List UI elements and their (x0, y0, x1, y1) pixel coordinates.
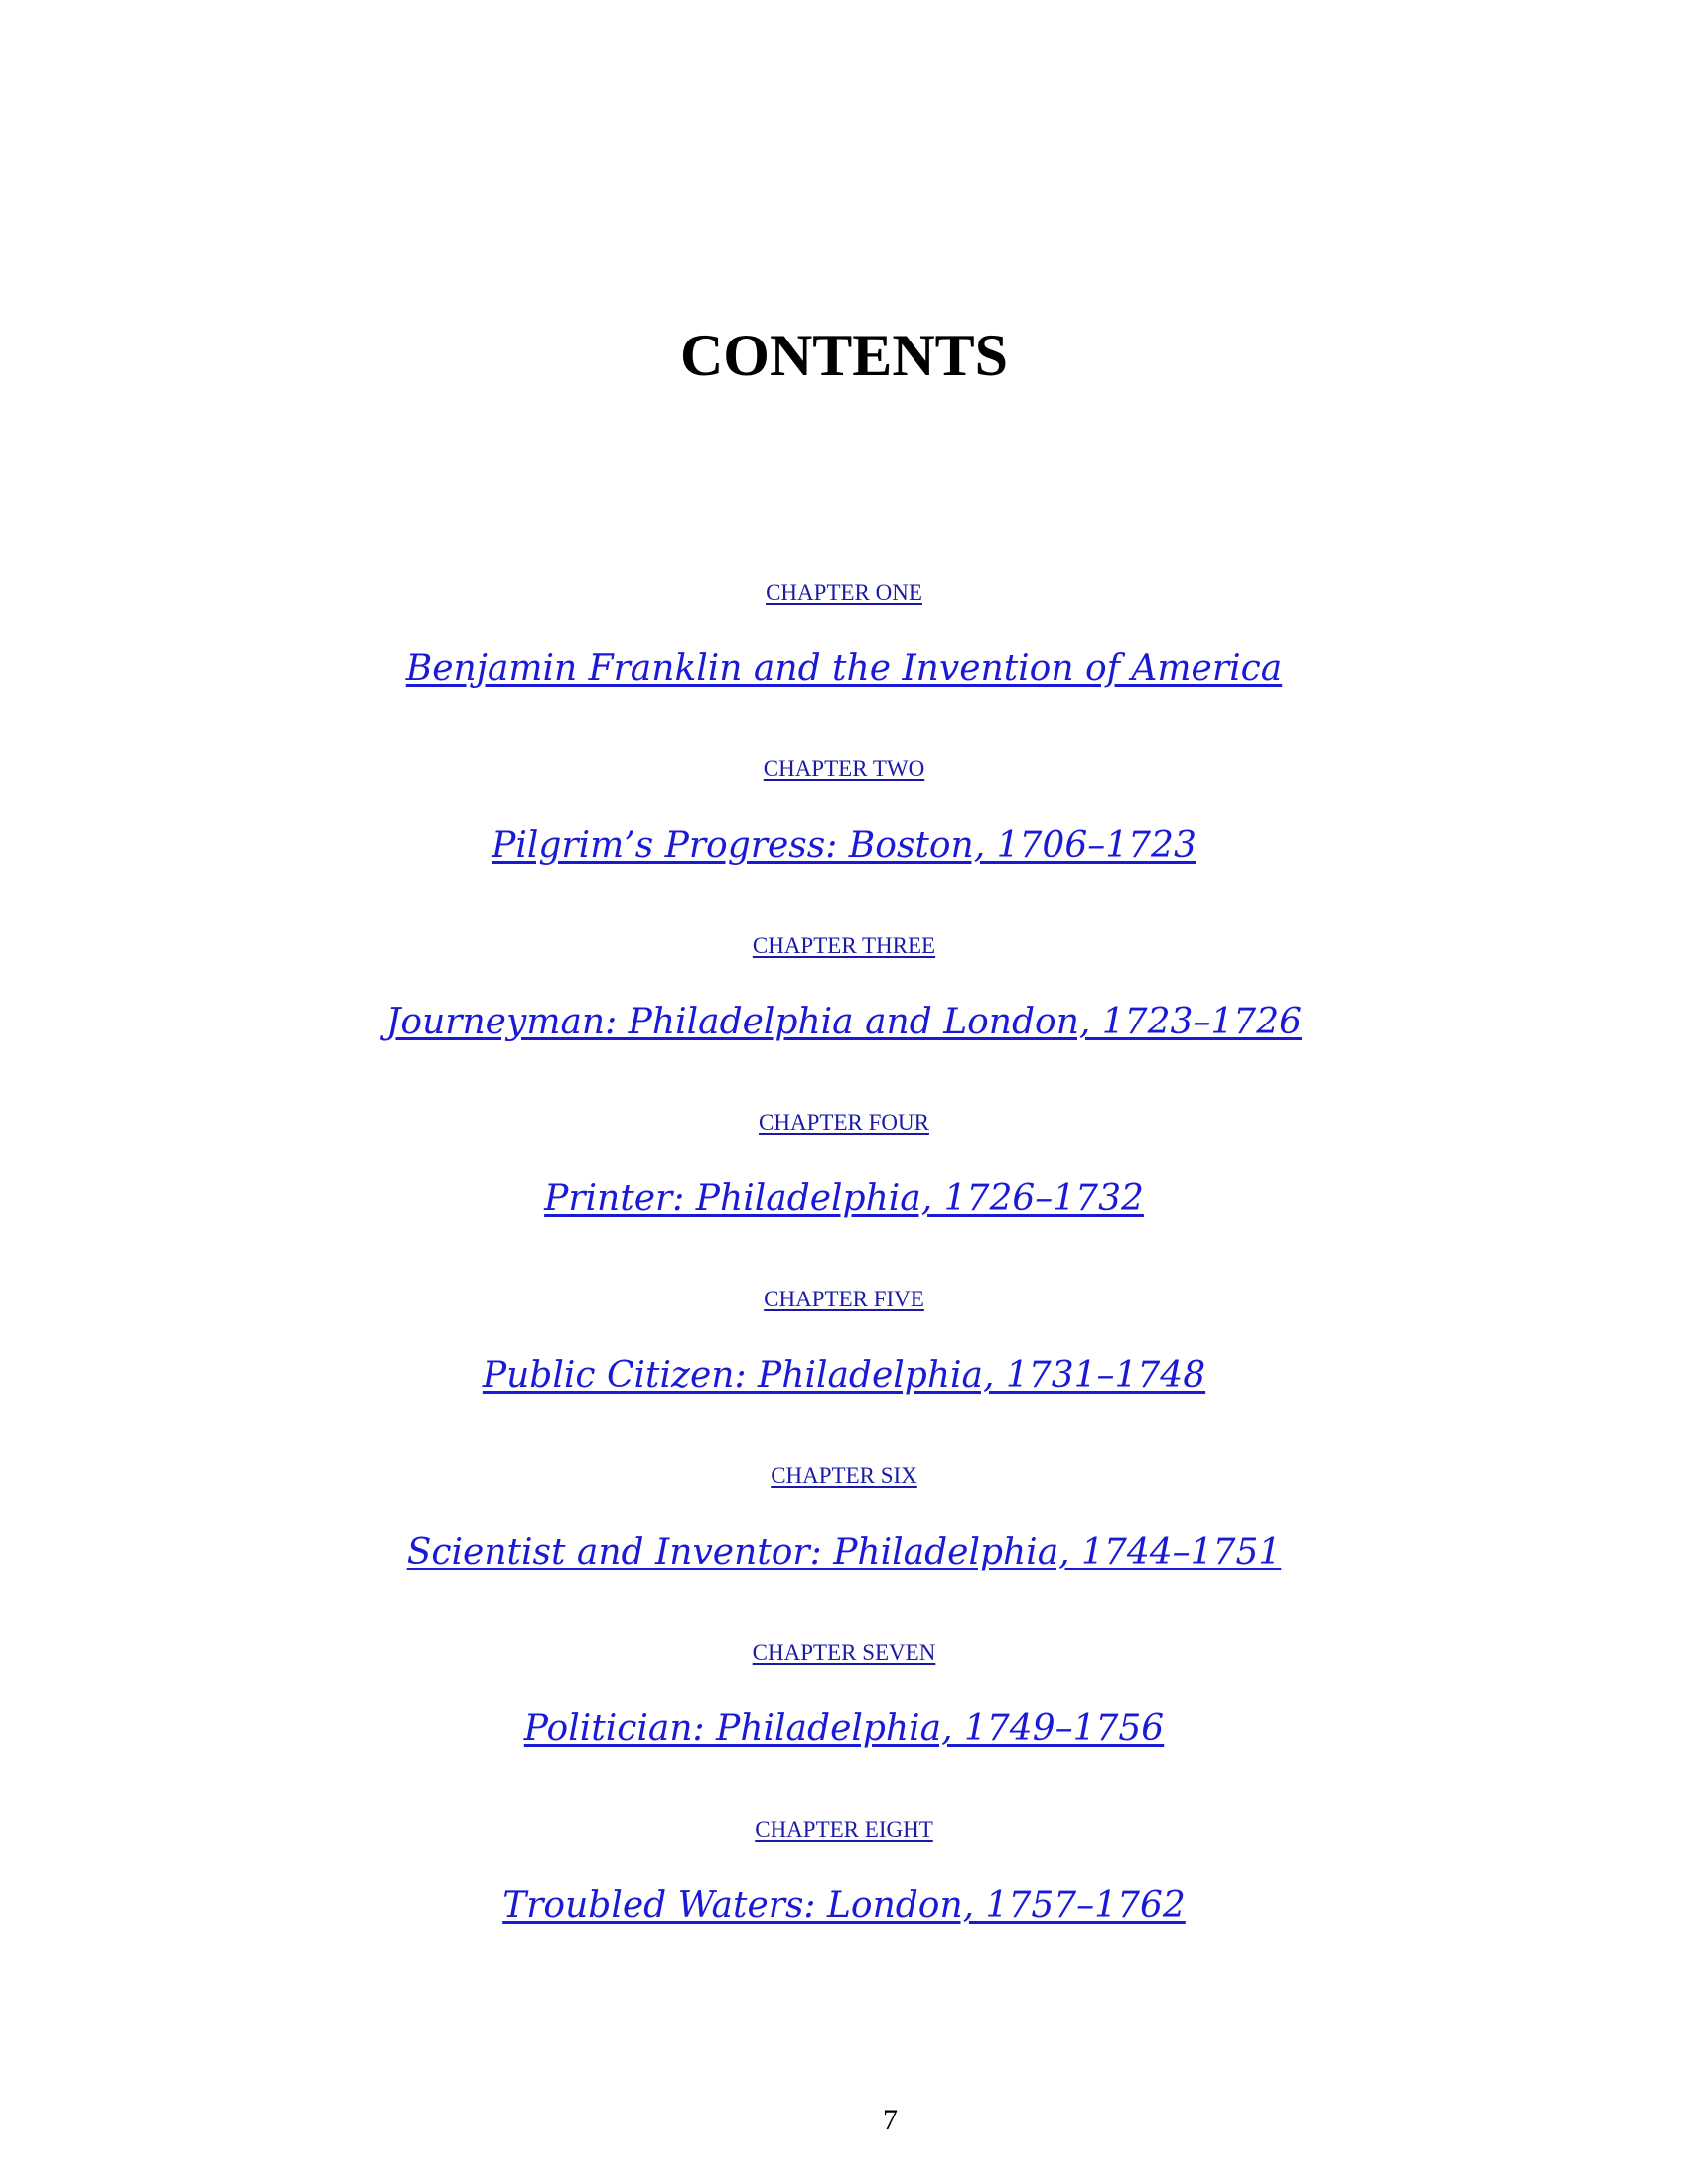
chapter-four-label-link[interactable]: CHAPTER FOUR (759, 1110, 929, 1135)
toc-entry-chapter-one (0, 578, 1688, 692)
chapter-two-label-link[interactable]: CHAPTER TWO (763, 756, 925, 781)
chapter-two-title-link[interactable]: Pilgrim’s Progress: Boston, 1706–1723 (492, 825, 1196, 866)
chapter-seven-title-link[interactable]: Politician: Philadelphia, 1749–1756 (523, 1708, 1165, 1749)
chapter-six-title-link[interactable]: Scientist and Inventor: Philadelphia, 1744–1751 (406, 1532, 1282, 1572)
chapter-one-label-link[interactable]: CHAPTER ONE (766, 580, 922, 605)
chapter-five-label-link[interactable]: CHAPTER FIVE (764, 1287, 924, 1311)
page-title: CONTENTS (679, 323, 1009, 388)
toc-entry-chapter-two (0, 754, 1688, 869)
chapter-seven-label-link[interactable]: CHAPTER SEVEN (752, 1640, 936, 1665)
toc-entry-chapter-seven (0, 1638, 1688, 1752)
chapter-eight-title-link[interactable]: Troubled Waters: London, 1757–1762 (502, 1885, 1186, 1926)
chapter-six-label-link[interactable]: CHAPTER SIX (771, 1463, 917, 1488)
toc-entry-chapter-eight (0, 1815, 1688, 1929)
page-number: 7 (883, 2104, 898, 2136)
toc-entry-chapter-five (0, 1285, 1688, 1399)
chapter-three-title-link[interactable]: Journeyman: Philadelphia and London, 1723–1726 (385, 1002, 1303, 1042)
chapter-four-title-link[interactable]: Printer: Philadelphia, 1726–1732 (544, 1178, 1144, 1219)
toc-entry-chapter-six (0, 1461, 1688, 1575)
toc-entry-chapter-four (0, 1108, 1688, 1222)
chapter-one-title-link[interactable]: Benjamin Franklin and the Invention of America (405, 648, 1283, 689)
chapter-five-title-link[interactable]: Public Citizen: Philadelphia, 1731–1748 (482, 1355, 1206, 1396)
chapter-three-label-link[interactable]: CHAPTER THREE (752, 933, 936, 958)
chapter-eight-label-link[interactable]: CHAPTER EIGHT (755, 1817, 933, 1842)
toc-entry-chapter-three (0, 931, 1688, 1045)
